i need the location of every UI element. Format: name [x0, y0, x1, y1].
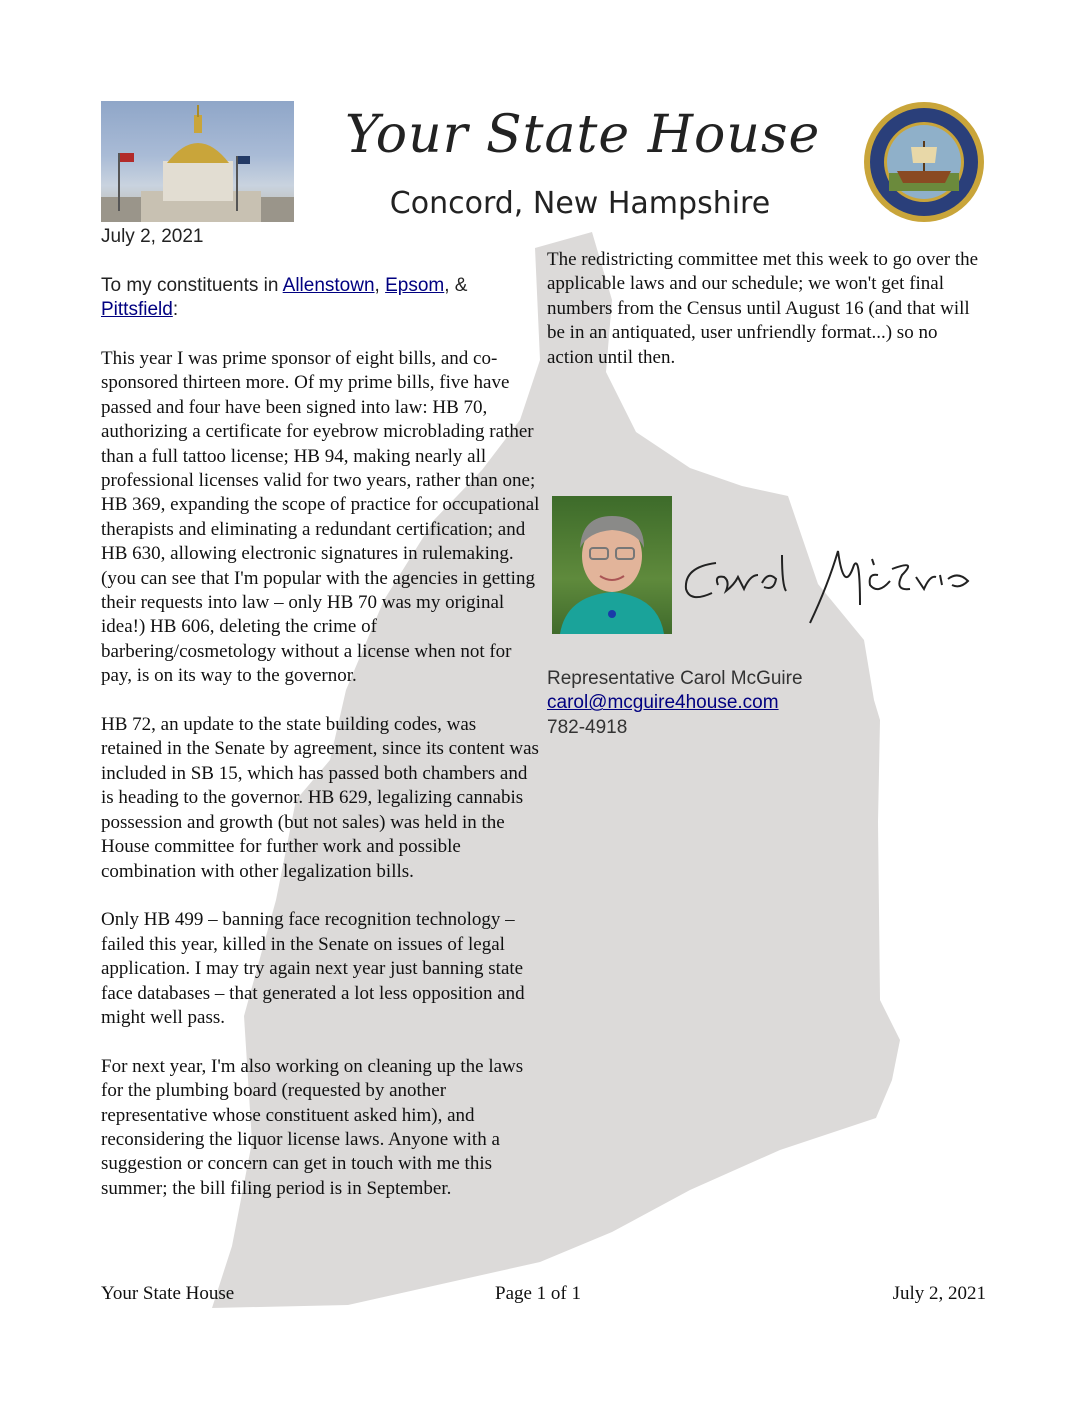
paragraph-redistricting: The redistricting committee met this week to go over the applicable laws and our schedule; we won't get final numbers from the Census until August 16 (and that will be in an antiquated, user unfriendly format...) so no action until then.	[547, 249, 979, 368]
masthead-subtitle: Concord, New Hampshire	[389, 186, 771, 221]
paragraph-next-year: For next year, I'm also working on cleaning up the laws for the plumbing board (requested by another representative whose constituent asked him), and reconsidering the liquor license laws. Anyone with a suggestion or concern can get in touch with me this summer; the bill filing period is in September.	[101, 1055, 524, 1199]
representative-photo	[552, 496, 672, 634]
masthead-title: Your State House	[345, 105, 821, 165]
letter-date: July 2, 2021	[101, 226, 204, 247]
letter-body-right	[547, 248, 979, 370]
salutation	[101, 274, 531, 322]
signature-icon	[678, 545, 983, 630]
footer-page-number: Page 1 of 1	[495, 1283, 582, 1304]
link-epsom[interactable]: Epsom	[385, 275, 445, 296]
salutation-prefix: To my constituents in	[101, 275, 283, 296]
footer-left: Your State House	[101, 1283, 235, 1304]
paragraph-bills-summary: This year I was prime sponsor of eight bills, and co-sponsored thirteen more. Of my prime bills, five have passed and four have been signed into law: HB 70, authorizing a certificate for eyebrow microblading rather than a full tattoo license; HB 94, making nearly all professional licenses valid for two years, rather than one; HB 369, expanding the scope of practice for occupational therapists and eliminating a redundant certification; and HB 630, allowing electronic signatures in rulemaking. (you can see that I'm popular with the agencies in getting their requests into law – only HB 70 was my original idea!) HB 606, deleting the crime of barbering/cosmetology without a license when not for pay, is on its way to the governor.	[101, 348, 540, 687]
paragraph-face-recognition: Only HB 499 – banning face recognition technology – failed this year, killed in the Senate on issues of legal application. I may try again next year just banning state face databases – that generated a lot less opposition and might well pass.	[101, 909, 525, 1028]
link-allenstown[interactable]: Allenstown	[282, 275, 375, 296]
salutation-separator: ,	[374, 275, 386, 296]
email-link[interactable]: carol@mcguire4house.com	[547, 692, 779, 714]
salutation-separator: , &	[444, 275, 468, 296]
link-pittsfield[interactable]: Pittsfield	[101, 299, 173, 320]
letter-body-left	[101, 347, 541, 1226]
state-house-photo	[101, 101, 294, 222]
paragraph-building-codes: HB 72, an update to the state building codes, was retained in the Senate by agreement, since its content was included in SB 15, which has passed both chambers and is heading to the governor. HB 629, legalizing cannabis possession and growth (but not sales) was held in the House committee for further work and possible combination with other legalization bills.	[101, 714, 539, 882]
representative-name: Representative Carol McGuire	[547, 668, 803, 689]
salutation-suffix: :	[172, 299, 179, 320]
contact-block	[547, 667, 803, 740]
phone-number: 782-4918	[547, 716, 628, 738]
footer-date: July 2, 2021	[892, 1283, 986, 1304]
state-seal-icon	[863, 101, 985, 223]
